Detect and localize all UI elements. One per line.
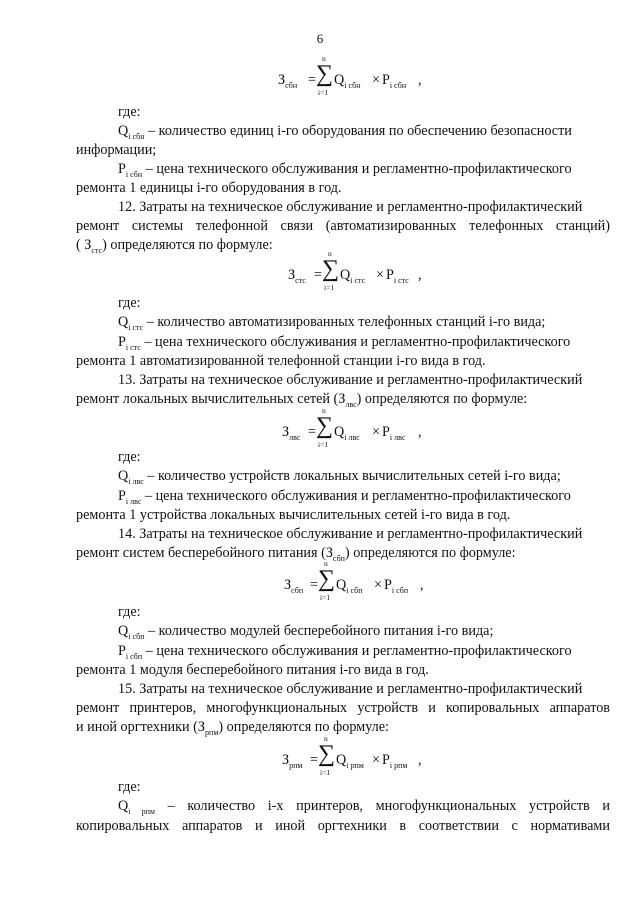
formula-z-subscript: стс xyxy=(295,276,306,285)
formula-rpm: $З_{рпм}$ = n ∑ i=1 $Q_{i рпм}$ × $P_{i рпм}$ , xyxy=(282,734,422,777)
formula-sbn: $З_{сбн}$ = n ∑ i=1 $Q_{i сбн}$ × $P_{i сбн}$ , xyxy=(278,54,422,97)
formula-z-symbol: З xyxy=(282,424,290,440)
definition-p-lvs: $P_{i лвс}$ – цена технического обслуживания и регламентно-профилактического xyxy=(118,488,571,506)
where-label: где: xyxy=(118,104,141,120)
definition-q-sbn: $Q_{i сбн}$ – количество единиц i-го оборудования по обеспечению безопасности xyxy=(118,123,572,141)
formula-q-subscript: i сбн xyxy=(344,81,361,90)
formula-q-symbol: Q xyxy=(334,72,345,88)
sum-lower-limit: i=1 xyxy=(320,768,331,777)
paragraph-14-line-2: ремонт систем бесперебойного питания $(З_{сбп})$ определяются по формуле: xyxy=(76,545,516,563)
paragraph-13-line-1: 13. Затраты на техническое обслуживание и регламентно-профилактический xyxy=(118,372,583,388)
sigma-icon: ∑ xyxy=(318,741,336,767)
definition-q-lvs: $Q_{i лвс}$ – количество устройств локальных вычислительных сетей i-го вида; xyxy=(118,468,561,486)
definition-p-sbn: $P_{i сбн}$ – цена технического обслуживания и регламентно-профилактического xyxy=(118,161,572,179)
definition-q-sts: $Q_{i стс}$ – количество автоматизированных телефонных станций i-го вида; xyxy=(118,314,546,332)
sum-lower-limit: i=1 xyxy=(318,440,329,449)
formula-z-subscript: сбп xyxy=(291,586,304,595)
sigma-icon: ∑ xyxy=(318,566,336,592)
multiply-sign: × xyxy=(372,72,381,88)
paragraph-12-line-3: ( $З_{стс}$) определяются по формуле: xyxy=(76,237,273,255)
formula-p-subscript: i сбп xyxy=(391,586,409,595)
sum-upper-limit: n xyxy=(324,734,328,743)
paragraph-14-line-1: 14. Затраты на техническое обслуживание и регламентно-профилактический xyxy=(118,526,583,542)
sum-lower-limit: i=1 xyxy=(320,593,331,602)
sum-upper-limit: n xyxy=(322,406,326,415)
formula-p-symbol: P xyxy=(386,267,394,283)
formula-p-subscript: i лвс xyxy=(389,433,406,442)
formula-z-subscript: рпм xyxy=(289,761,303,770)
sigma-icon: ∑ xyxy=(322,256,340,282)
multiply-sign: × xyxy=(376,267,385,283)
formula-p-symbol: P xyxy=(382,752,390,768)
definition-q-rpm: $Q_{i рпм}$ – количество i-х принтеров, многофункциональных устройств и xyxy=(118,798,610,816)
formula-p-symbol: P xyxy=(384,577,392,593)
definition-p-sbn-cont: ремонта 1 единицы i-го оборудования в год. xyxy=(76,180,342,196)
formula-q-symbol: Q xyxy=(336,752,347,768)
definition-q-sbn-cont: информации; xyxy=(76,142,157,158)
paragraph-12-line-1: 12. Затраты на техническое обслуживание и регламентно-профилактический xyxy=(118,199,583,215)
formula-q-subscript: i лвс xyxy=(344,433,360,442)
formula-comma: , xyxy=(420,577,424,593)
formula-sts: $З_{стс}$ = n ∑ i=1 $Q_{i стс}$ × $P_{i стс}$ , xyxy=(288,249,422,292)
sum-upper-limit: n xyxy=(328,249,332,258)
sum-lower-limit: i=1 xyxy=(318,88,329,97)
sum-lower-limit: i=1 xyxy=(324,283,335,292)
formula-p-subscript: i стс xyxy=(393,276,409,285)
sigma-icon: ∑ xyxy=(316,61,334,87)
formula-z-subscript: сбн xyxy=(285,81,298,90)
multiply-sign: × xyxy=(374,577,383,593)
where-label: где: xyxy=(118,449,141,465)
formula-q-subscript: i рпм xyxy=(346,761,364,770)
paragraph-15-line-2: ремонт принтеров, многофункциональных устройств и копировальных аппаратов xyxy=(76,700,610,716)
formula-p-subscript: i сбн xyxy=(389,81,407,90)
formula-p-symbol: P xyxy=(382,424,390,440)
sum-upper-limit: n xyxy=(322,54,326,63)
formula-lvs: $З_{лвс}$ = n ∑ i=1 $Q_{i лвс}$ × $P_{i лвс}$ , xyxy=(282,406,422,449)
formula-comma: , xyxy=(418,424,422,440)
formula-z-symbol: З xyxy=(284,577,292,593)
multiply-sign: × xyxy=(372,752,381,768)
formula-q-symbol: Q xyxy=(336,577,347,593)
where-label: где: xyxy=(118,779,141,795)
formula-q-symbol: Q xyxy=(334,424,345,440)
definition-p-sts: $P_{i стс}$ – цена технического обслуживания и регламентно-профилактического xyxy=(118,334,571,352)
multiply-sign: × xyxy=(372,424,381,440)
formula-comma: , xyxy=(418,267,422,283)
paragraph-15-line-3: и иной оргтехники $(З_{рпм})$ определяются по формуле: xyxy=(76,719,389,737)
paragraph-13-line-2: ремонт локальных вычислительных сетей $(З_{лвс})$ определяются по формуле: xyxy=(76,391,528,409)
formula-q-subscript: i сбп xyxy=(346,586,363,595)
where-label: где: xyxy=(118,295,141,311)
page-number: 6 xyxy=(316,31,324,46)
formula-q-symbol: Q xyxy=(340,267,351,283)
sum-upper-limit: n xyxy=(324,559,328,568)
definition-p-sts-cont: ремонта 1 автоматизированной телефонной станции i-го вида в год. xyxy=(76,353,486,369)
definition-q-sbp: $Q_{i сбп}$ – количество модулей бесперебойного питания i-го вида; xyxy=(118,623,494,641)
formula-comma: , xyxy=(418,752,422,768)
definition-q-rpm-cont: копировальных аппаратов и иной оргтехники в соответствии с нормативами xyxy=(76,818,610,834)
definition-p-sbp: $P_{i сбп}$ – цена технического обслуживания и регламентно-профилактического xyxy=(118,643,572,661)
formula-comma: , xyxy=(418,72,422,88)
where-label: где: xyxy=(118,604,141,620)
formula-z-symbol: З xyxy=(282,752,290,768)
paragraph-15-line-1: 15. Затраты на техническое обслуживание и регламентно-профилактический xyxy=(118,681,583,697)
formula-q-subscript: i стс xyxy=(350,276,366,285)
formula-p-subscript: i рпм xyxy=(389,761,408,770)
formula-sbp: $З_{сбп}$ = n ∑ i=1 $Q_{i сбп}$ × $P_{i сбп}$ , xyxy=(284,559,424,602)
formula-z-subscript: лвс xyxy=(289,433,301,442)
definition-p-sbp-cont: ремонта 1 модуля бесперебойного питания i-го вида в год. xyxy=(76,662,429,678)
formula-z-symbol: З xyxy=(278,72,286,88)
paragraph-12-line-2: ремонт системы телефонной связи (автоматизированных телефонных станций) xyxy=(76,218,610,234)
formula-p-symbol: P xyxy=(382,72,390,88)
definition-p-lvs-cont: ремонта 1 устройства локальных вычислительных сетей i-го вида в год. xyxy=(76,507,511,523)
sigma-icon: ∑ xyxy=(316,413,334,439)
formula-z-symbol: З xyxy=(288,267,296,283)
